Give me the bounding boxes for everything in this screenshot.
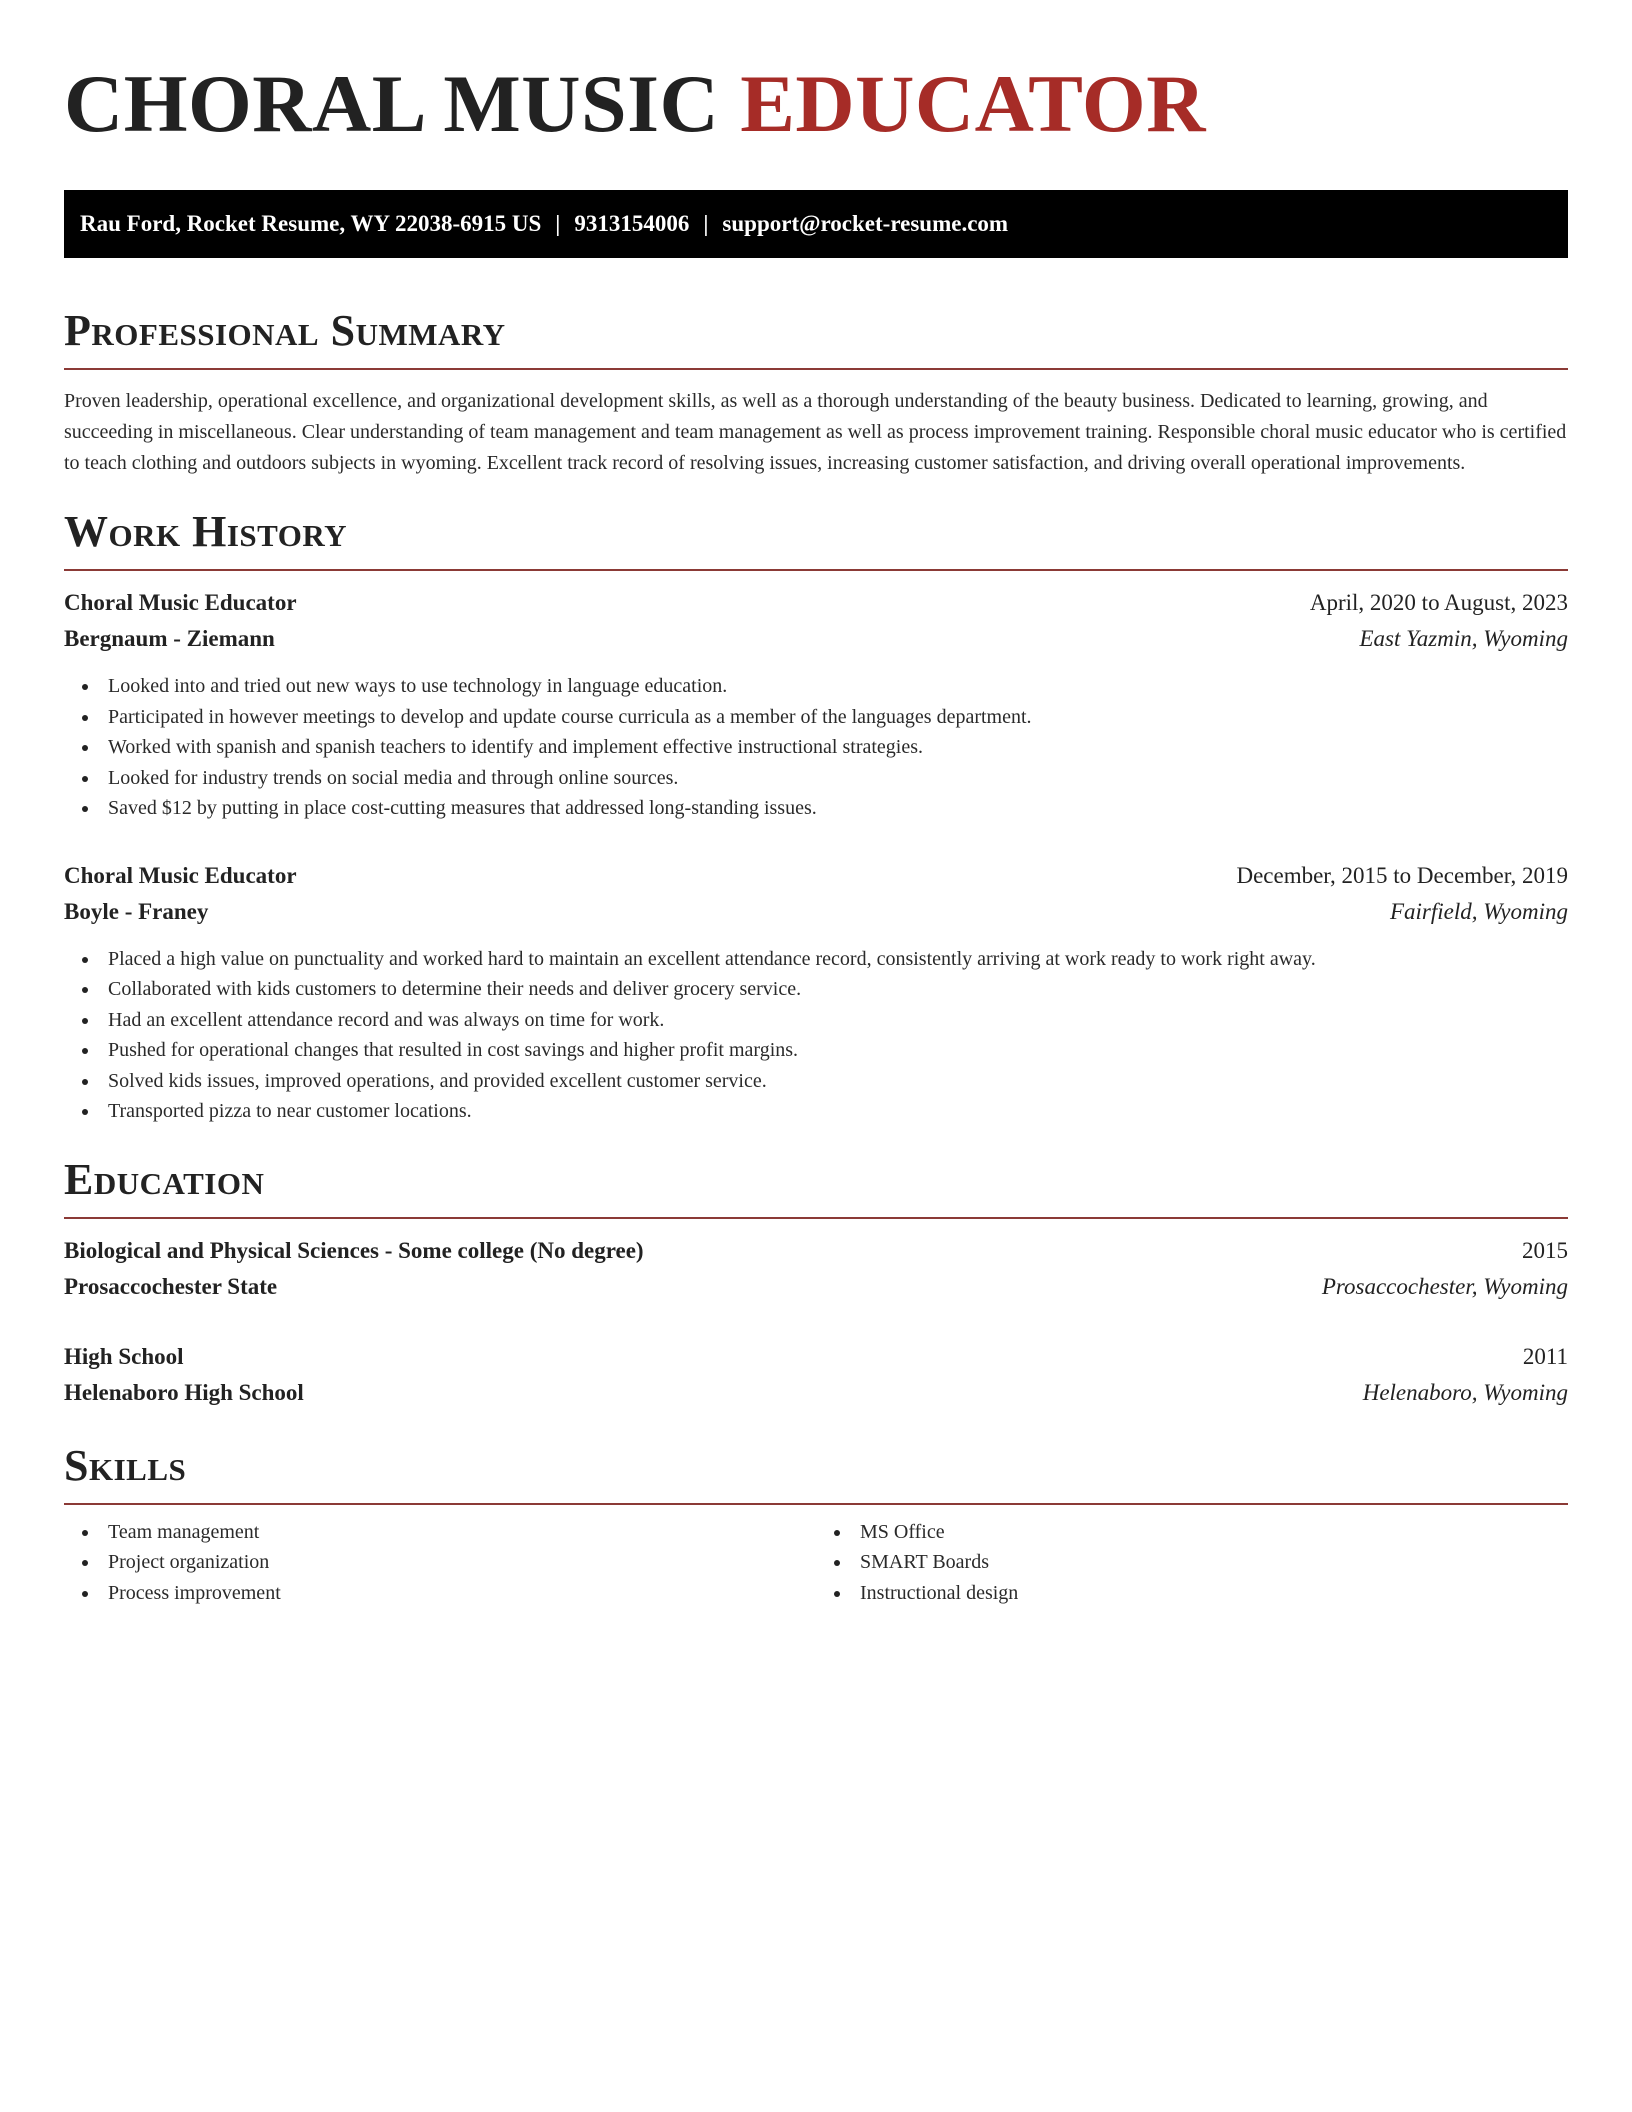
contact-separator: |	[555, 211, 561, 236]
skill-item: SMART Boards	[816, 1547, 1568, 1578]
job-bullet: Transported pizza to near customer locations.	[64, 1096, 1568, 1127]
contact-bar	[64, 190, 1568, 258]
job-company-row	[64, 621, 1568, 657]
job-entry	[64, 585, 1568, 824]
section-heading-skills: Skills	[64, 1440, 187, 1490]
section-divider	[64, 368, 1568, 370]
skill-item: Team management	[64, 1517, 816, 1548]
section-divider	[64, 1503, 1568, 1505]
skills-list	[64, 1517, 816, 1609]
work-history-section	[64, 507, 1568, 1127]
job-entry	[64, 858, 1568, 1127]
skills-grid	[64, 1517, 1568, 1609]
contact-separator: |	[703, 211, 709, 236]
job-dates: December, 2015 to December, 2019	[1236, 862, 1568, 888]
job-bullets	[64, 671, 1568, 824]
job-bullet: Saved $12 by putting in place cost-cutting measures that addressed long-standing issues.	[64, 793, 1568, 824]
job-bullet: Looked into and tried out new ways to use technology in language education.	[64, 671, 1568, 702]
education-degree: High School	[64, 1343, 184, 1369]
title-accent: EDUCATOR	[740, 58, 1206, 149]
education-section	[64, 1155, 1568, 1411]
page-title	[64, 58, 1568, 150]
contact-email: support@rocket-resume.com	[722, 211, 1009, 236]
section-heading-work-history: Work History	[64, 507, 348, 556]
education-year: 2011	[1522, 1343, 1568, 1369]
job-dates: April, 2020 to August, 2023	[1309, 590, 1568, 615]
education-entry	[64, 1339, 1568, 1411]
job-bullets	[64, 944, 1568, 1127]
skill-item: Instructional design	[816, 1578, 1568, 1609]
contact-address: Rau Ford, Rocket Resume, WY 22038-6915 US	[80, 211, 542, 236]
job-company-row	[64, 894, 1568, 930]
skill-item: Project organization	[64, 1547, 816, 1578]
section-heading-summary: Professional Summary	[64, 306, 506, 355]
education-school-row	[64, 1375, 1568, 1411]
job-location: East Yazmin, Wyoming	[1359, 626, 1568, 651]
job-bullet: Placed a high value on punctuality and worked hard to maintain an excellent attendance record, consistently arriving at work ready to work right away.	[64, 944, 1568, 975]
skills-column-right	[816, 1517, 1568, 1609]
section-heading-education: Education	[64, 1154, 265, 1204]
skills-list	[816, 1517, 1568, 1609]
skills-section	[64, 1441, 1568, 1609]
education-year: 2015	[1522, 1237, 1568, 1263]
job-bullet: Collaborated with kids customers to determine their needs and deliver grocery service.	[64, 974, 1568, 1005]
job-bullet: Pushed for operational changes that resulted in cost savings and higher profit margins.	[64, 1035, 1568, 1066]
education-school-row	[64, 1269, 1568, 1305]
skills-column-left	[64, 1517, 816, 1609]
job-bullet: Solved kids issues, improved operations, and provided excellent customer service.	[64, 1066, 1568, 1097]
education-degree-row	[64, 1233, 1568, 1269]
job-title: Choral Music Educator	[64, 862, 297, 888]
summary-text: Proven leadership, operational excellence, and organizational development skills, as well as a thorough understanding of the beauty business. Dedicated to learning, growing, and succeeding in miscellaneous. Clear understanding of team management and team management as well as process improvement training. Responsible choral music educator who is certified to teach clothing and outdoors subjects in wyoming. Excellent track record of resolving issues, increasing customer satisfaction, and driving overall operational improvements.	[64, 390, 1567, 474]
skill-item: Process improvement	[64, 1578, 816, 1609]
section-divider	[64, 569, 1568, 571]
skill-item: MS Office	[816, 1517, 1568, 1548]
education-school: Helenaboro High School	[64, 1379, 304, 1405]
job-title: Choral Music Educator	[64, 590, 297, 615]
job-location: Fairfield, Wyoming	[1389, 898, 1568, 924]
contact-phone: 9313154006	[574, 211, 690, 236]
education-degree-row	[64, 1339, 1568, 1375]
summary-section	[64, 306, 1568, 479]
section-divider	[64, 1217, 1568, 1219]
job-company: Boyle - Franey	[64, 898, 209, 924]
education-location: Prosaccochester, Wyoming	[1321, 1273, 1568, 1299]
job-bullet: Had an excellent attendance record and was always on time for work.	[64, 1005, 1568, 1036]
education-location: Helenaboro, Wyoming	[1362, 1379, 1568, 1405]
title-main: CHORAL MUSIC	[64, 58, 741, 149]
job-company: Bergnaum - Ziemann	[64, 626, 275, 651]
education-school: Prosaccochester State	[64, 1273, 278, 1299]
job-header-row	[64, 858, 1568, 894]
job-bullet: Worked with spanish and spanish teachers to identify and implement effective instructional strategies.	[64, 732, 1568, 763]
education-entry	[64, 1233, 1568, 1305]
job-header-row	[64, 585, 1568, 621]
job-bullet: Participated in however meetings to develop and update course curricula as a member of the languages department.	[64, 702, 1568, 733]
education-degree: Biological and Physical Sciences - Some college (No degree)	[64, 1237, 644, 1263]
job-bullet: Looked for industry trends on social media and through online sources.	[64, 763, 1568, 794]
